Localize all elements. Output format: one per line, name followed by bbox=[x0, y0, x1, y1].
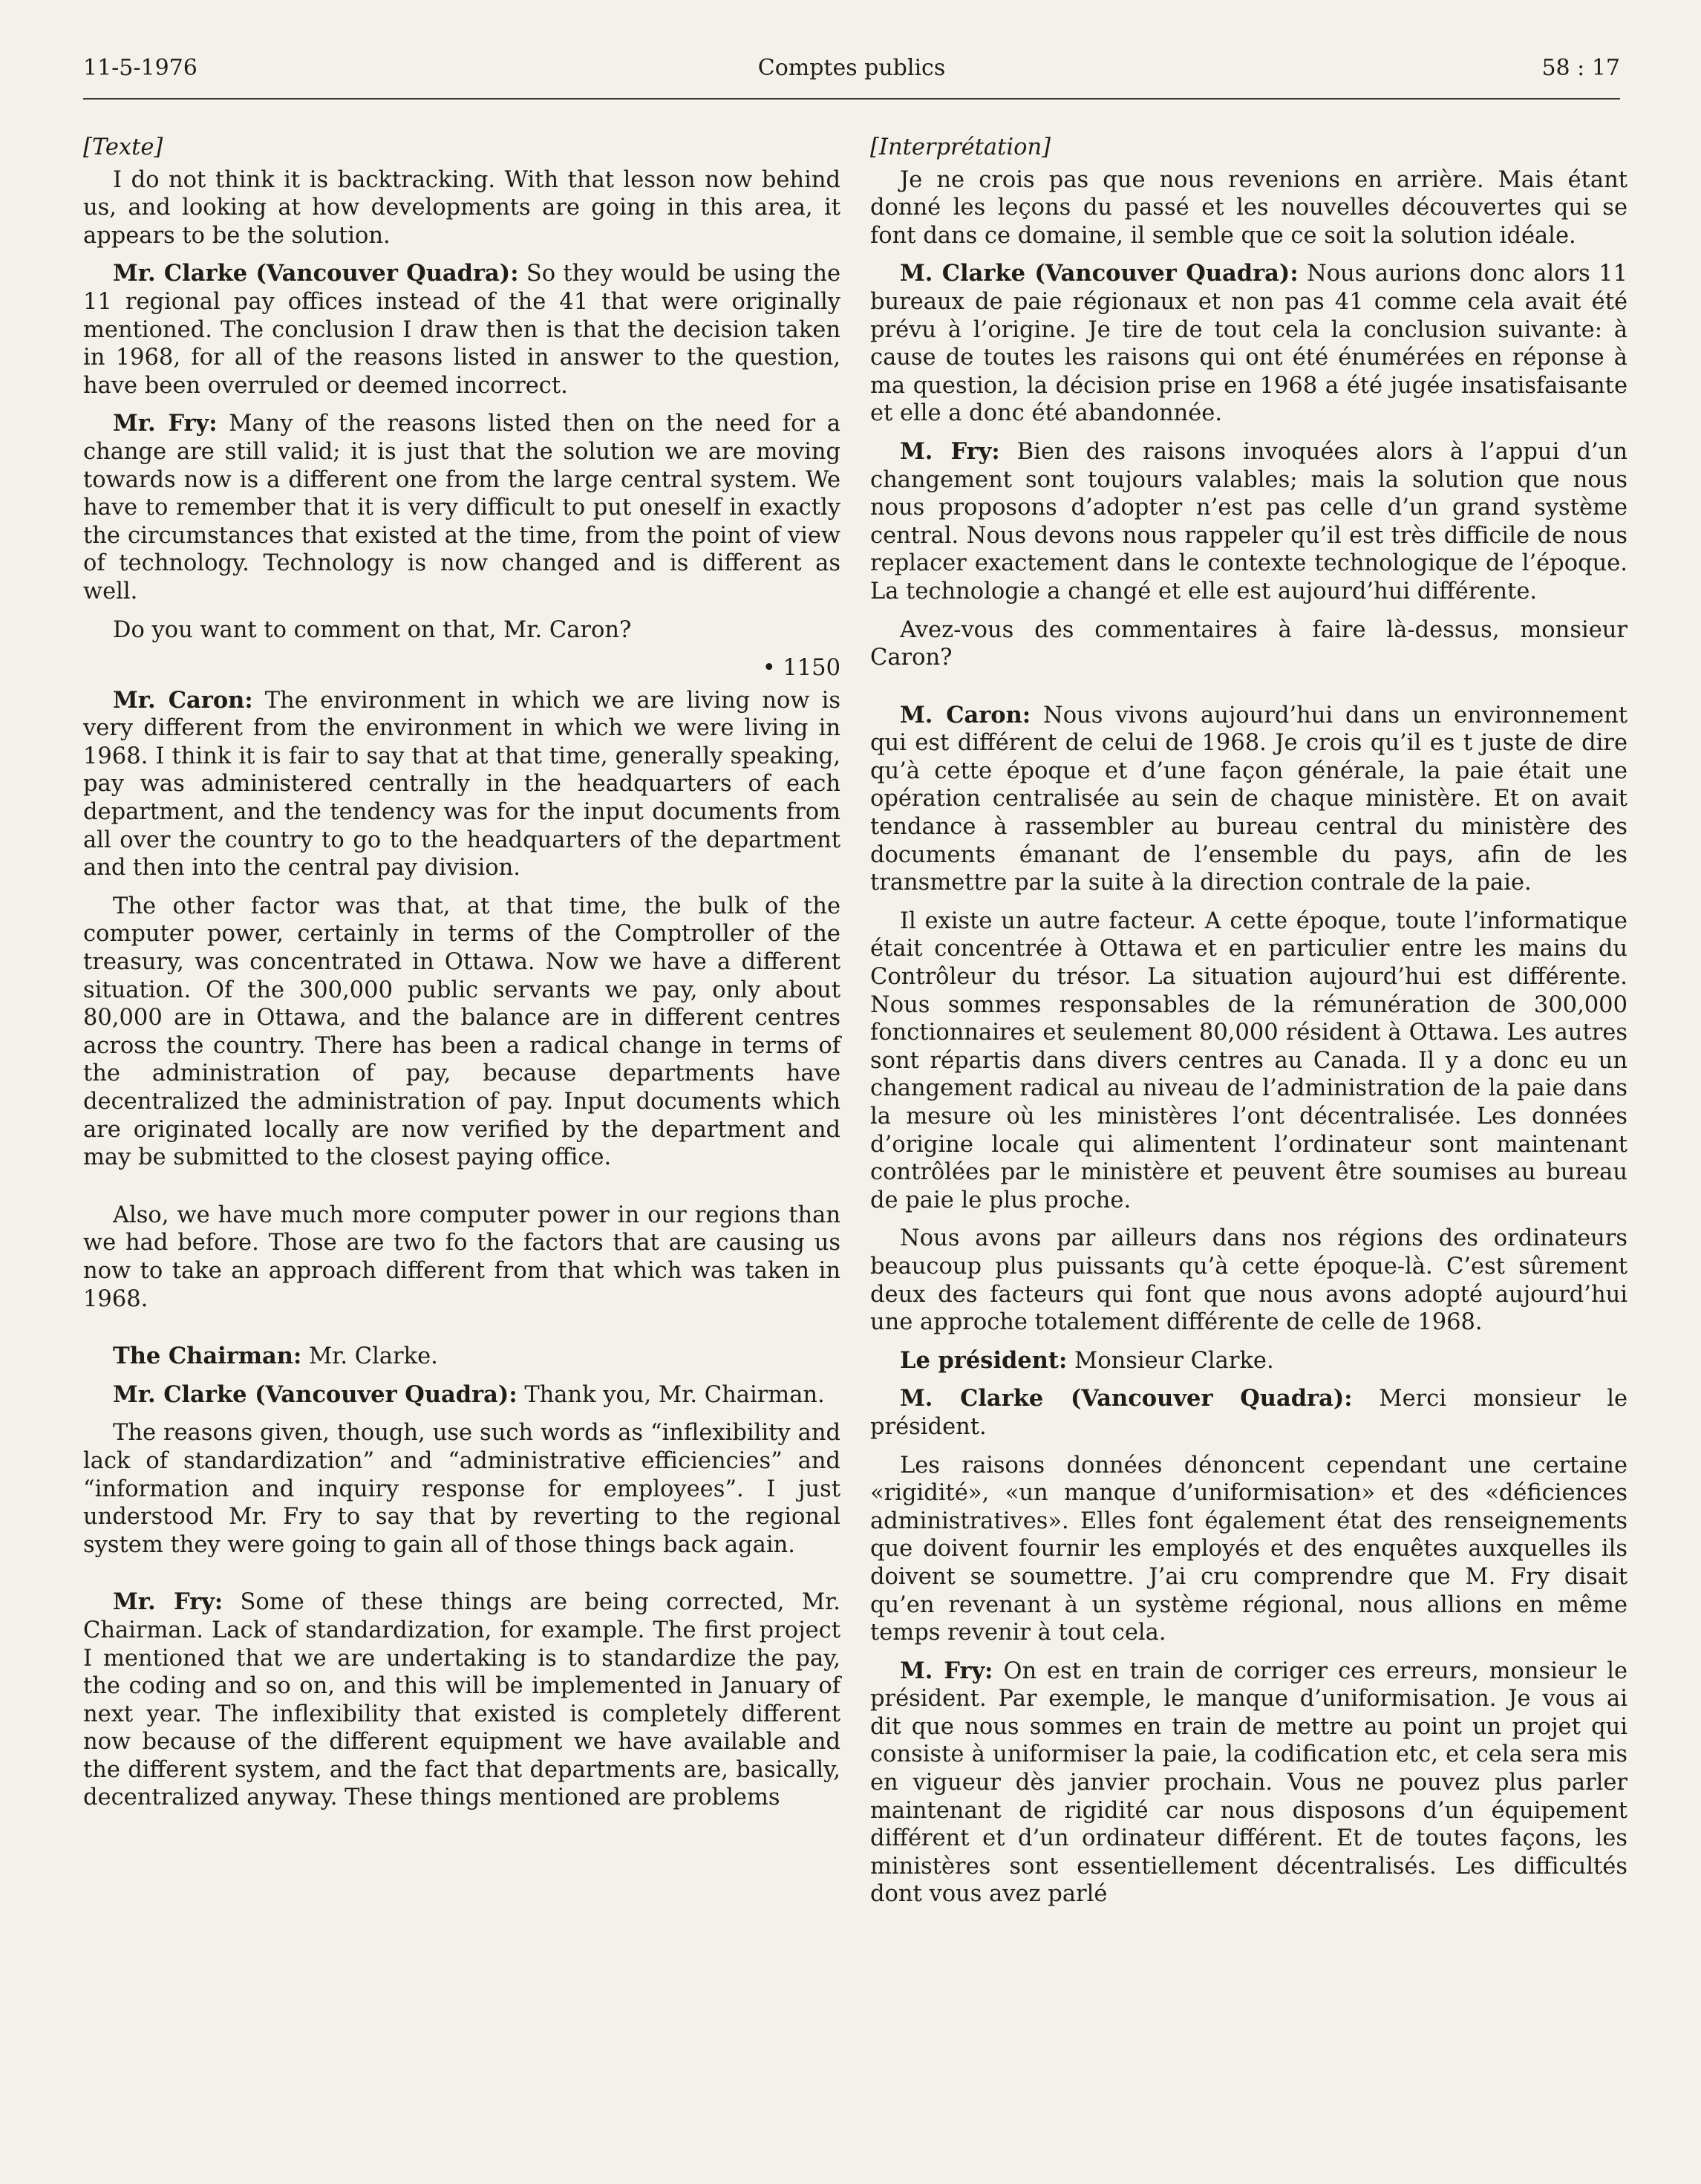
paragraph bbox=[870, 1347, 1627, 1375]
speaker-name: Le président: bbox=[900, 1346, 1068, 1374]
paragraph-text: I do not think it is backtracking. With that lesson now behind us, and looking at how developments are going in this area, it appears to be the solution. bbox=[83, 166, 840, 249]
section-label-texte: [Texte] bbox=[83, 134, 163, 160]
paragraph-text: Merci monsieur le président. bbox=[870, 1386, 1628, 1440]
paragraph bbox=[870, 260, 1627, 428]
paragraph bbox=[870, 616, 1627, 672]
paragraph-text: Nous avons par ailleurs dans nos régions des ordinateurs beaucoup plus puissants qu’à cette époque-là. C’est sûrement deux des facteurs qui font que nous avons adopté aujourd’hui une approche totalement différente de celle de 1968. bbox=[870, 1225, 1627, 1336]
paragraph-text: Nous vivons aujourd’hui dans un environnement qui est différent de celui de 1968. Je crois qu’il es t juste de dire qu’à cette époque et d’une façon générale, la paie était une opération centralisée au sein de chaque ministère. Et on avait tendance à rassembler au bureau central du ministère des documents émanant de l’ensemble du pays, afin de les transmettre par la suite à la direction contrale de la paie. bbox=[870, 702, 1627, 896]
paragraph bbox=[83, 1202, 840, 1313]
paragraph-text: Nous aurions donc alors 11 bureaux de paie régionaux et non pas 41 comme cela avait été prévu à l’origine. Je tire de tout cela la conclusion suivante: à cause de toutes les raisons qui ont été énumérées en réponse à ma question, la décision prise en 1968 a été jugée insatisfaisante et elle a donc été abandonnée. bbox=[870, 261, 1627, 427]
left-column-english bbox=[83, 134, 840, 1822]
paragraph-text: Je ne crois pas que nous revenions en arrière. Mais étant donné les leçons du passé et les nouvelles découvertes qui se font dans ce domaine, il semble que ce soit la solution idéale. bbox=[870, 166, 1627, 249]
speaker-name: The Chairman: bbox=[113, 1343, 302, 1370]
paragraph-text: Do you want to comment on that, Mr. Caron? bbox=[113, 616, 632, 643]
paragraph bbox=[83, 893, 840, 1172]
speaker-name: M. Fry: bbox=[900, 437, 1000, 465]
paragraph bbox=[83, 1381, 840, 1409]
paragraph bbox=[870, 166, 1627, 250]
paragraph bbox=[870, 438, 1627, 606]
paragraph bbox=[83, 687, 840, 882]
paragraph bbox=[870, 702, 1627, 897]
speaker-name: M. Fry: bbox=[900, 1657, 993, 1684]
paragraph bbox=[83, 410, 840, 605]
paragraph bbox=[83, 1588, 840, 1812]
speaker-name: Mr. Fry: bbox=[113, 1588, 223, 1616]
paragraph-text: So they would be using the 11 regional pay offices instead of the 41 that were originally mentioned. The conclusion I draw then is that the decision taken in 1968, for all of the reasons listed in answer to the question, have been overruled or deemed incorrect. bbox=[83, 261, 841, 399]
paragraph-text: Mr. Clarke. bbox=[308, 1343, 438, 1370]
speaker-name: M. Clarke (Vancouver Quadra): bbox=[900, 1385, 1353, 1412]
paragraph-text: The other factor was that, at that time, the bulk of the computer power, certainly in terms of the Comptroller of the treasury, was concentrated in Ottawa. Now we have a different situation. Of the 300,000 public servants we pay, only about 80,000 are in Ottawa, and the balance are in different centres across the country. There has been a radical change in terms of the administration of pay, because departments have decentralized the administration of pay. Input documents which are originated locally are now verified by the department and may be submitted to the closest paying office. bbox=[83, 893, 840, 1171]
paragraph-text: On est en train de corriger ces erreurs, monsieur le président. Par exemple, le manque d’uniformisation. Je vous ai dit que nous sommes en train de mettre au point un projet qui consiste à uniformiser la paie, la codification etc, et cela sera mis en vigueur dès janvier prochain. Vous ne pouvez plus parler maintenant de rigidité car nous disposons d’un équipement différent et d’un ordinateur différent. Et de toutes façons, les ministères sont essentiellement décentralisés. Les difficultés dont vous avez parlé bbox=[870, 1657, 1628, 1908]
speaker-name: Mr. Caron: bbox=[113, 686, 253, 714]
paragraph-text: Les raisons données dénoncent cependant une certaine «rigidité», «un manque d’uniformisation» et des «déficiences administratives». Elles font également état des renseignements que doivent fournir les employés et des enquêtes auxquelles ils doivent se soumettre. J’ai cru comprendre que M. Fry disait qu’en revenant à un système régional, nous allions en même temps revenir à tout cela. bbox=[870, 1452, 1627, 1646]
paragraph-text: Thank you, Mr. Chairman. bbox=[524, 1381, 825, 1408]
paragraph-text: Some of these things are being corrected, Mr. Chairman. Lack of standardization, for example. The first project I mentioned that we are undertaking is to standardize the pay, the coding and so on, and this will be implemented in January of next year. The inflexibility that existed is completely different now because of the different equipment we have available and the different system, and the fact that departments are, basically, decentralized anyway. These things mentioned are problems bbox=[83, 1589, 840, 1811]
section-label-interpretation: [Interprétation] bbox=[870, 134, 1051, 160]
header-title: Comptes publics bbox=[757, 55, 946, 81]
paragraph bbox=[870, 1657, 1627, 1908]
speaker-name: Mr. Clarke (Vancouver Quadra): bbox=[113, 1381, 518, 1408]
right-column-french bbox=[870, 134, 1627, 1919]
paragraph bbox=[870, 1385, 1627, 1441]
paragraph-text: Bien des raisons invoquées alors à l’appui d’un changement sont toujours valables; mais la solution que nous nous proposons d’adopter n’est pas celle d’un grand système central. Nous devons nous rappeler qu’il est très difficile de nous replacer exactement dans le contexte technologique de l’époque. La technologie a changé et elle est aujourd’hui différente. bbox=[870, 438, 1627, 604]
paragraph bbox=[870, 907, 1627, 1215]
paragraph bbox=[83, 1419, 840, 1559]
paragraph bbox=[83, 166, 840, 250]
paragraph bbox=[83, 260, 840, 400]
time-marker: • 1150 bbox=[762, 655, 840, 682]
header-page-number: 58 : 17 bbox=[1541, 55, 1620, 81]
speaker-name: M. Caron: bbox=[900, 701, 1031, 728]
speaker-name: Mr. Fry: bbox=[113, 410, 218, 437]
paragraph-text: The reasons given, though, use such words as “inflexibility and lack of standardization” and “administrative efficiencies” and “information and inquiry response for employees”. I just understood Mr. Fry to say that by reverting to the regional system they were going to gain all of those things back again. bbox=[83, 1420, 840, 1558]
paragraph-text: Also, we have much more computer power in our regions than we had before. Those are two fo the factors that are causing us now to take an approach different from that which was taken in 1968. bbox=[83, 1202, 840, 1312]
paragraph-text: Monsieur Clarke. bbox=[1074, 1347, 1274, 1374]
paragraph bbox=[83, 1343, 840, 1371]
paragraph bbox=[870, 1225, 1627, 1336]
paragraph-text: Many of the reasons listed then on the need for a change are still valid; it is just that the solution we are moving towards now is a different one from the large central system. We have to remember that it is very difficult to put oneself in exactly the circumstances that existed at the time, from the point of view of technology. Technology is now changed and is different as well. bbox=[83, 411, 841, 604]
paragraph-text: Il existe un autre facteur. A cette époque, toute l’informatique était concentrée à Ottawa et en particulier entre les mains du Contrôleur du trésor. La situation aujourd’hui est différente. Nous sommes responsables de la rémunération de 300,000 fonctionnaires et seulement 80,000 résident à Ottawa. Les autres sont répartis dans divers centres au Canada. Il y a donc eu un changement radical au niveau de l’administration de la paie dans la mesure où les ministères l’ont décentralisée. Les données d’origine locale qui alimentent l’ordinateur sont maintenant contrôlées par le ministère et peuvent être soumises au bureau de paie le plus proche. bbox=[870, 907, 1627, 1213]
header-date: 11-5-1976 bbox=[83, 55, 197, 81]
paragraph bbox=[83, 616, 840, 645]
paragraph bbox=[870, 1452, 1627, 1647]
page-header bbox=[83, 46, 1620, 100]
speaker-name: M. Clarke (Vancouver Quadra): bbox=[900, 260, 1299, 287]
speaker-name: Mr. Clarke (Vancouver Quadra): bbox=[113, 260, 519, 287]
paragraph-text: Avez-vous des commentaires à faire là-dessus, monsieur Caron? bbox=[870, 616, 1627, 671]
paragraph-text: The environment in which we are living now is very different from the environment in which we were living in 1968. I think it is fair to say that at that time, generally speaking, pay was administered centrally in the headquarters of each department, and the tendency was for the input documents from all over the country to go to the headquarters of the department and then into the central pay division. bbox=[83, 687, 841, 881]
